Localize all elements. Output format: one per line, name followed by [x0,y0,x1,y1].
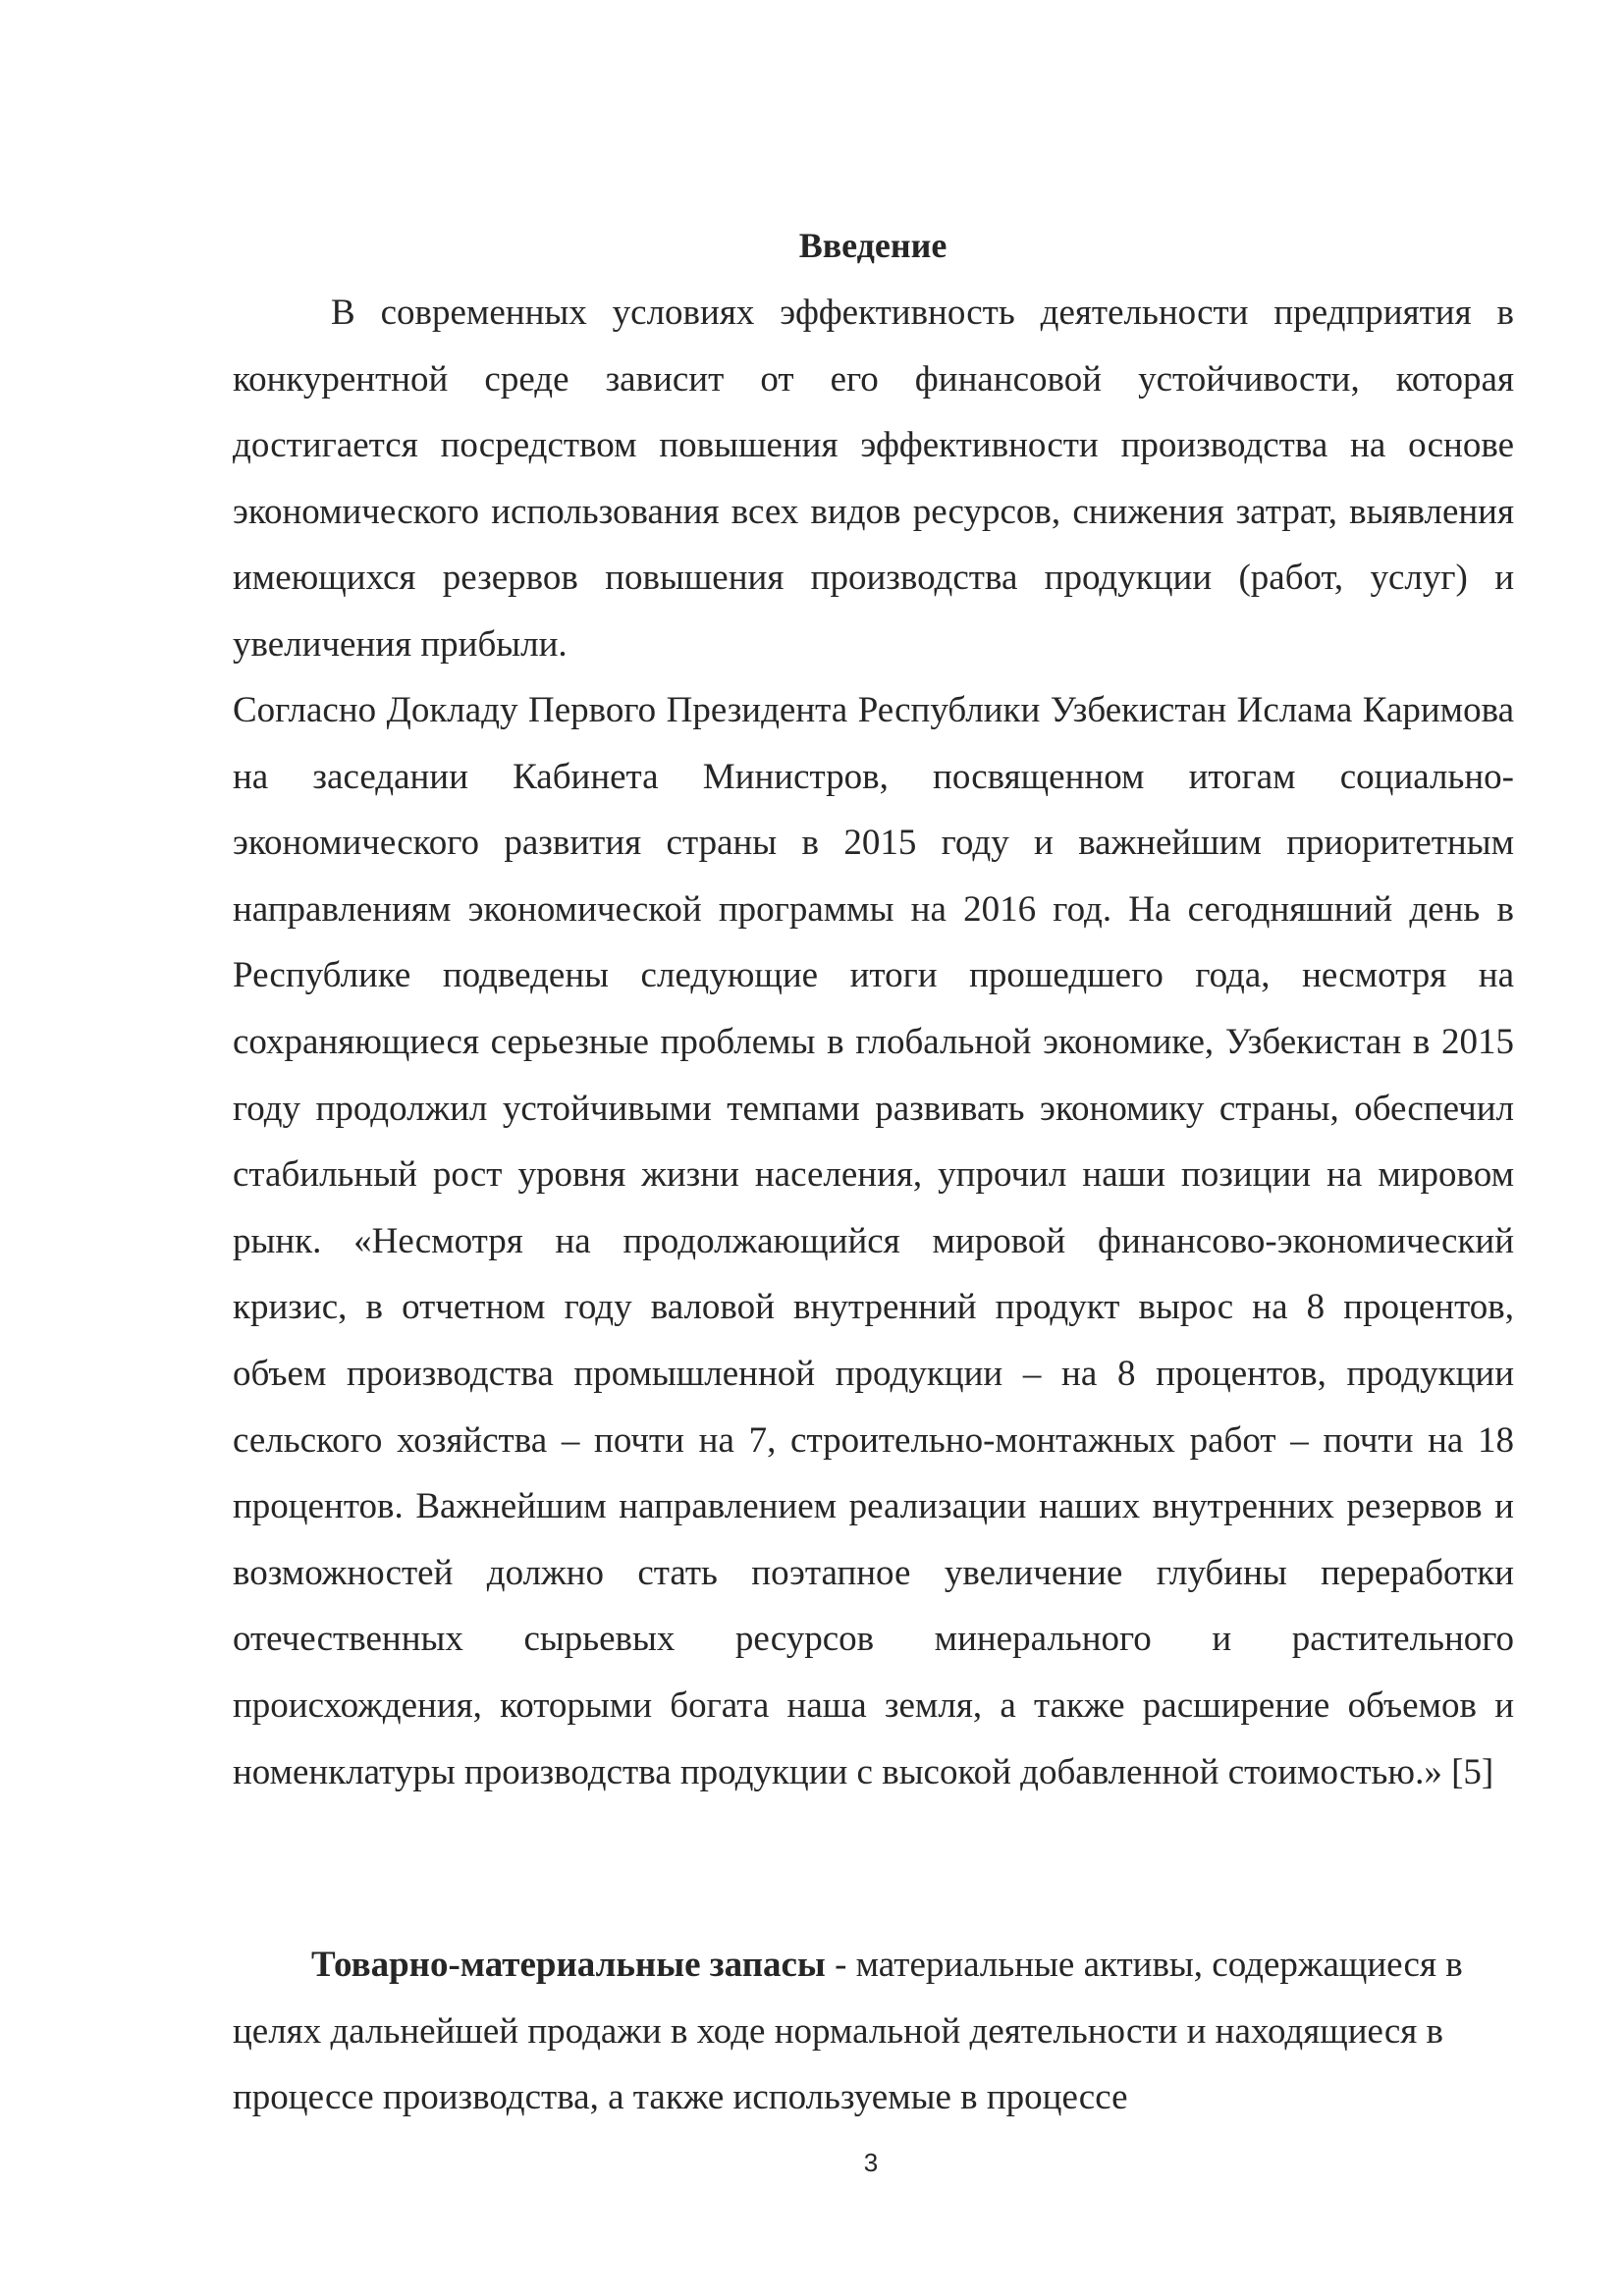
page-title: Введение [798,226,947,265]
definition-paragraph [233,1932,1514,2131]
definition-text: - материальные активы, содержащиеся в целях дальнейшей продажи в ходе нормальной деятельности и находящиеся в процессе производства, а также используемые в процессе [233,1945,1463,2118]
definition-term: Товарно-материальные запасы [311,1945,826,1985]
page-number: 3 [863,2148,879,2177]
report-paragraph: Согласно Докладу Первого Президента Республики Узбекистан Ислама Каримова на заседании Кабинета Министров, посвященном итогам социально-экономического развития страны в 2015 году и важнейшим приоритетным направлениям экономической программы на 2016 год. На сегодняшний день в Республике подведены следующие итоги прошедшего года, несмотря на сохраняющиеся серьезные проблемы в глобальной экономике, Узбекистан в 2015 году продолжил устойчивыми темпами развивать экономику страны, обеспечил стабильный рост уровня жизни населения, упрочил наши позиции на мировом рынк. «Несмотря на продолжающийся мировой финансово-экономический кризис, в отчетном году валовой внутренний продукт вырос на 8 процентов, объем производства промышленной продукции – на 8 процентов, продукции сельского хозяйства – почти на 7, строительно-монтажных работ – почти на 18 процентов. Важнейшим направлением реализации наших внутренних резервов и возможностей должно стать поэтапное увеличение глубины переработки отечественных сырьевых ресурсов минерального и растительного происхождения, которыми богата наша земля, а также расширение объемов и номенклатуры производства продукции с высокой добавленной стоимостью.» [5] [233,690,1514,1792]
intro-paragraph: В современных условиях эффективность деятельности предприятия в конкурентной среде зависит от его финансовой устойчивости, которая достигается посредством повышения эффективности производства на основе экономического использования всех видов ресурсов, снижения затрат, выявления имеющихся резервов повышения производства продукции (работ, услуг) и увеличения прибыли. [233,293,1514,665]
